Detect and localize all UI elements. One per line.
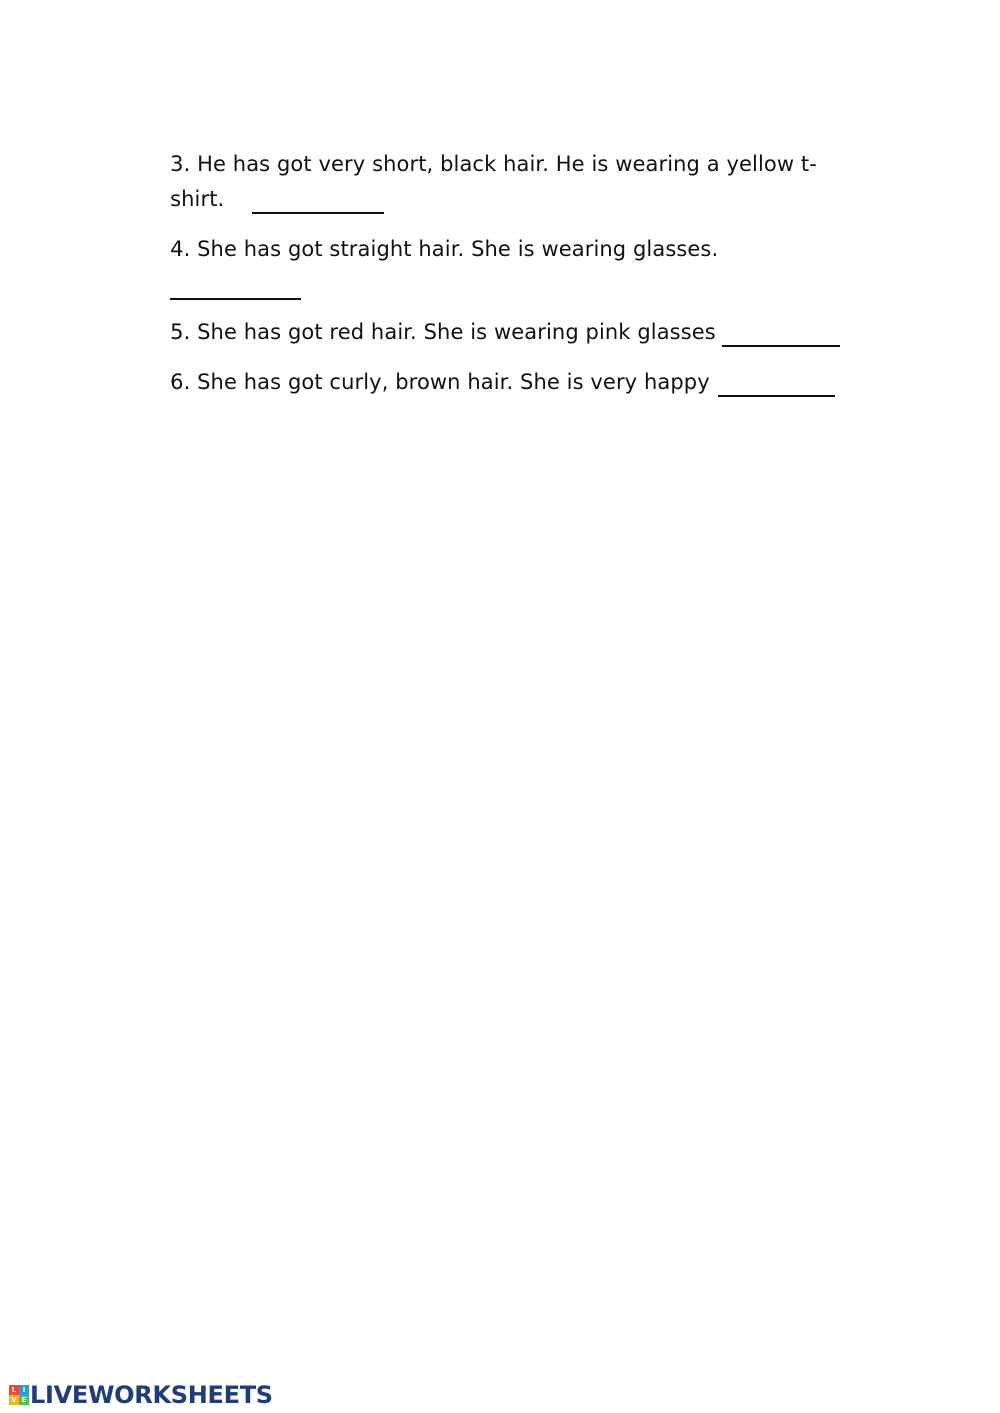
logo-text: LIVEWORKSHEETS bbox=[30, 1381, 273, 1409]
question-5-text: 5. She has got red hair. She is wearing pink glasses bbox=[170, 320, 716, 344]
logo-block-v: V bbox=[9, 1395, 19, 1405]
question-6-text: 6. She has got curly, brown hair. She is very happy bbox=[170, 370, 710, 394]
question-4-text: 4. She has got straight hair. She is wearing glasses. bbox=[170, 237, 719, 261]
question-3-text: 3. He has got very short, black hair. He is wearing a yellow t- bbox=[170, 152, 817, 176]
question-3-text-continued: shirt. bbox=[170, 187, 225, 211]
question-6-line bbox=[143, 340, 835, 425]
logo-block-e: E bbox=[19, 1395, 29, 1405]
liveworksheets-logo[interactable] bbox=[9, 1381, 273, 1409]
logo-blocks-icon bbox=[9, 1385, 29, 1405]
answer-blank-6[interactable] bbox=[718, 375, 835, 397]
logo-block-i: I bbox=[19, 1385, 29, 1395]
logo-block-l: L bbox=[9, 1385, 19, 1395]
